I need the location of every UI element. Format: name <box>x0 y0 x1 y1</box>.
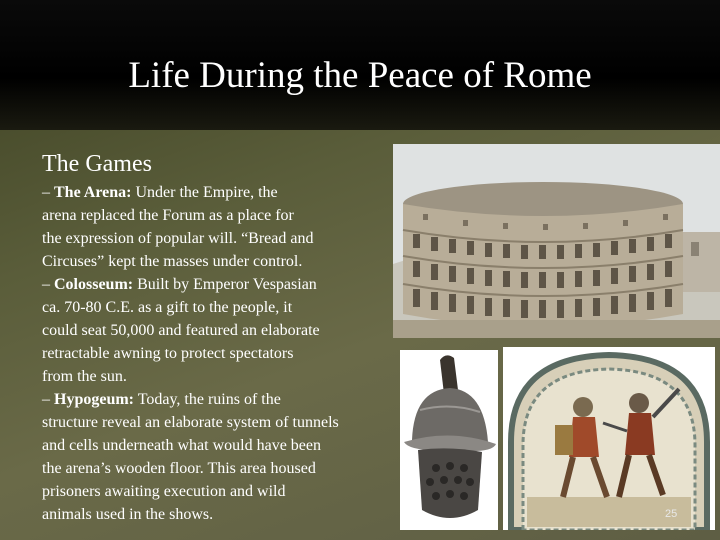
slide-subtitle: The Games <box>42 151 152 177</box>
body-line <box>42 181 402 204</box>
body-line <box>42 503 402 526</box>
line-text: ca. 70-80 C.E. as a gift to the people, it <box>42 299 293 316</box>
body-line <box>42 273 402 296</box>
body-line <box>42 342 402 365</box>
body-line <box>42 227 402 250</box>
line-text: the arena’s wooden floor. This area housed <box>42 460 316 477</box>
line-text: the expression of popular will. “Bread and <box>42 230 314 247</box>
colosseum-illustration <box>393 144 720 338</box>
body-line <box>42 388 402 411</box>
line-text: Circuses” kept the masses under control. <box>42 253 303 270</box>
title-bar <box>0 0 720 130</box>
body-line <box>42 319 402 342</box>
line-text: prisoners awaiting execution and wild <box>42 483 286 500</box>
term-label: Colosseum: <box>54 276 134 293</box>
term-label: The Arena: <box>54 184 132 201</box>
line-text: retractable awning to protect spectators <box>42 345 294 362</box>
line-text: from the sun. <box>42 368 127 385</box>
line-text: Built by Emperor Vespasian <box>133 276 317 293</box>
body-text <box>42 181 402 526</box>
line-text: arena replaced the Forum as a place for <box>42 207 294 224</box>
gladiator-mosaic-illustration <box>503 347 715 530</box>
body-line <box>42 204 402 227</box>
body-line <box>42 480 402 503</box>
helmet-image <box>400 350 498 530</box>
body-line <box>42 365 402 388</box>
body-line <box>42 296 402 319</box>
page-number: 25 <box>665 508 678 520</box>
bullet-dash: – <box>42 184 54 201</box>
colosseum-image <box>393 144 720 338</box>
line-text: animals used in the shows. <box>42 506 214 523</box>
line-text: could seat 50,000 and featured an elaborate <box>42 322 320 339</box>
body-line <box>42 434 402 457</box>
term-label: Hypogeum: <box>54 391 134 408</box>
line-text: structure reveal an elaborate system of tunnels <box>42 414 339 431</box>
gladiator-helmet-illustration <box>400 350 498 530</box>
body-line <box>42 250 402 273</box>
slide-title: Life During the Peace of Rome <box>128 55 592 96</box>
body-line <box>42 457 402 480</box>
line-text: and cells underneath what would have been <box>42 437 322 454</box>
mosaic-image <box>503 347 715 530</box>
line-text: Today, the ruins of the <box>134 391 281 408</box>
bullet-dash: – <box>42 276 54 293</box>
body-line <box>42 411 402 434</box>
bullet-dash: – <box>42 391 54 408</box>
line-text: Under the Empire, the <box>131 184 278 201</box>
